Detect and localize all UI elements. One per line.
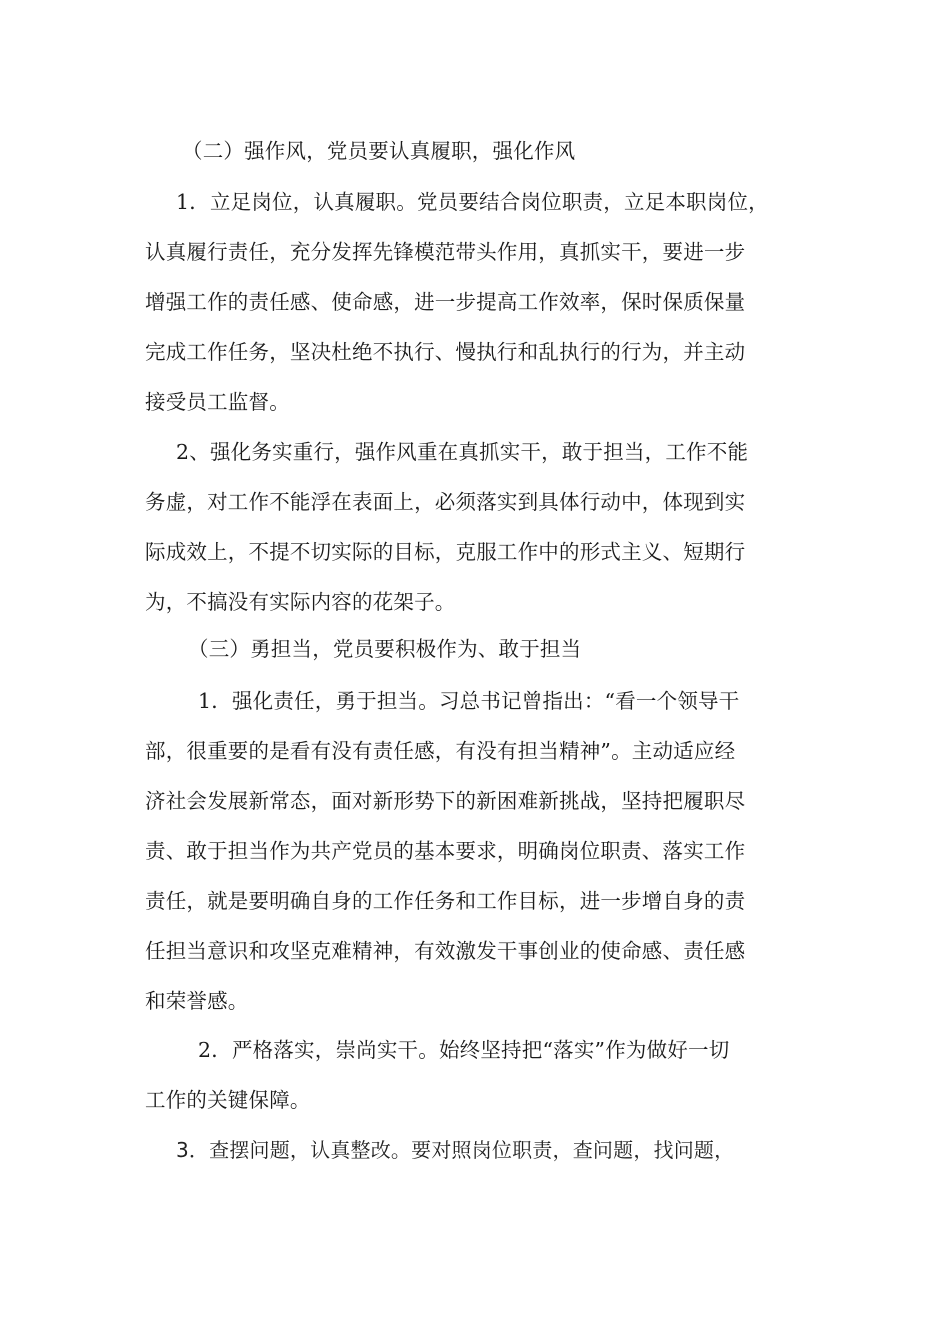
paragraph-line: 3．查摆问题，认真整改。要对照岗位职责，查问题，找问题， [176, 1138, 735, 1162]
paragraph-line: 责、敢于担当作为共产党员的基本要求，明确岗位职责、落实工作 [145, 839, 746, 863]
paragraph-line: 增强工作的责任感、使命感，进一步提高工作效率，保时保质保量 [145, 290, 746, 314]
section-heading-2: （二）强作风，党员要认真履职，强化作风 [182, 139, 576, 163]
section-heading-3: （三）勇担当，党员要积极作为、敢于担当 [188, 637, 582, 661]
paragraph-line: 接受员工监督。 [145, 390, 290, 414]
paragraph-line: 部，很重要的是看有没有责任感，有没有担当精神”。主动适应经 [145, 739, 736, 763]
paragraph-line: 1．立足岗位，认真履职。党员要结合岗位职责，立足本职岗位， [176, 190, 769, 214]
paragraph-line: 1．强化责任，勇于担当。习总书记曾指出：“看一个领导干 [198, 689, 740, 713]
paragraph-line: 际成效上，不提不切实际的目标，克服工作中的形式主义、短期行 [145, 540, 746, 564]
paragraph-line: 务虚，对工作不能浮在表面上，必须落实到具体行动中，体现到实 [145, 490, 746, 514]
paragraph-line: 2、强化务实重行，强作风重在真抓实干，敢于担当，工作不能 [176, 440, 749, 464]
paragraph-line: 完成工作任务，坚决杜绝不执行、慢执行和乱执行的行为，并主动 [145, 340, 746, 364]
paragraph-line: 任担当意识和攻坚克难精神，有效激发干事创业的使命感、责任感 [145, 939, 746, 963]
paragraph-line: 和荣誉感。 [145, 989, 249, 1013]
paragraph-line: 济社会发展新常态，面对新形势下的新困难新挑战，坚持把履职尽 [145, 789, 746, 813]
paragraph-line: 责任，就是要明确自身的工作任务和工作目标，进一步增自身的责 [145, 889, 746, 913]
paragraph-line: 为，不搞没有实际内容的花架子。 [145, 590, 456, 614]
paragraph-line: 认真履行责任，充分发挥先锋模范带头作用，真抓实干，要进一步 [145, 240, 746, 264]
paragraph-line: 工作的关键保障。 [145, 1088, 311, 1112]
paragraph-line: 2．严格落实，崇尚实干。始终坚持把“落实”作为做好一切 [198, 1038, 730, 1062]
